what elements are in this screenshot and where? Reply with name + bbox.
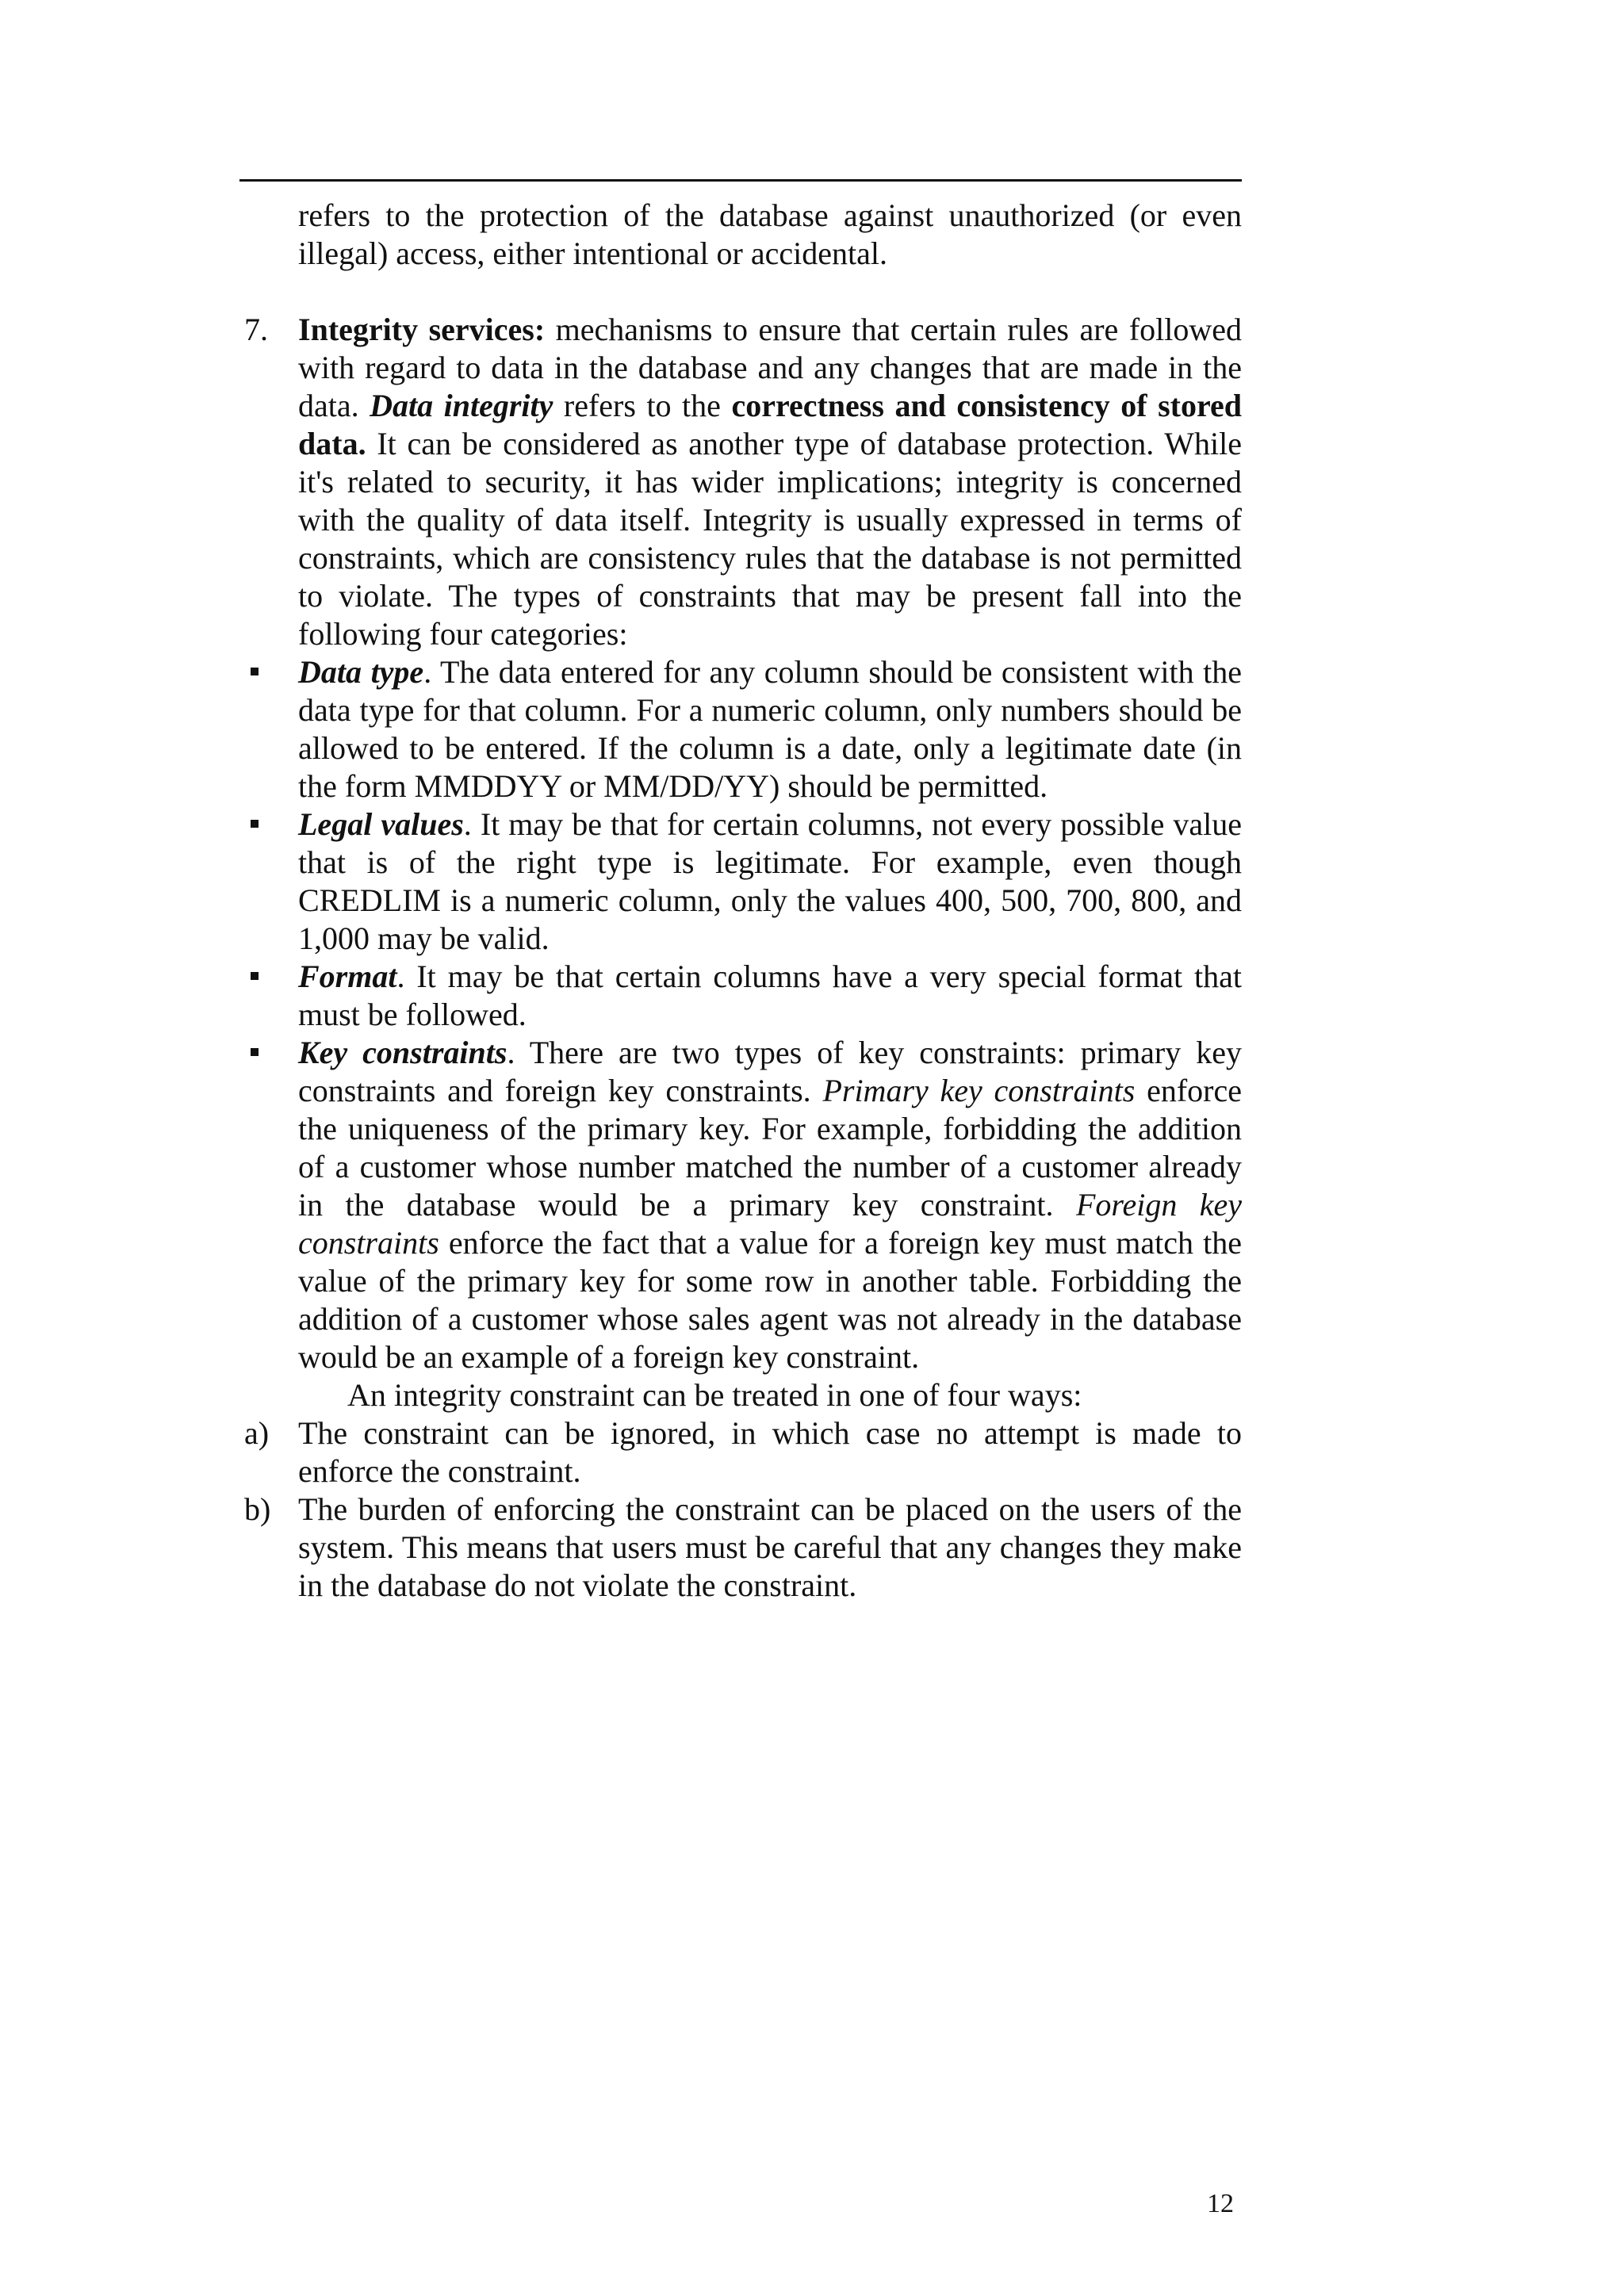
paragraph-gap (244, 273, 1242, 311)
bullet-text: . It may be that for certain columns, not every possible value that is of the right type is legitimate. For example, even though CREDLIM is a numeric column, only the values 400, 500, 700, 800, and 1,000 may be valid. (298, 806, 1242, 956)
data-integrity-term: Data integrity (370, 388, 553, 423)
way-item-b (244, 1490, 1242, 1605)
bullet-text: enforce the uniqueness of the primary key. For example, forbidding the addition of a customer whose number matched the number of a customer already in the database would be a primary key constraint. (298, 1073, 1243, 1223)
item-7-text-3: It can be considered as another type of database protection. While it's related to security, it has wider implications; integrity is concerned with the quality of data itself. Integrity is usually expressed in terms of constraints, which are consistency rules that the database is not permitted to violate. The types of constraints that may be present fall into the following four categories: (298, 426, 1242, 652)
bullet-term: Key constraints (298, 1035, 508, 1070)
way-text: The burden of enforcing the constraint can be placed on the users of the system. This means that users must be careful that any changes they make in the database do not violate the constraint. (298, 1491, 1242, 1603)
bullet-text: . The data entered for any column should be consistent with the data type for that column. For a numeric column, only numbers should be allowed to be entered. If the column is a date, only a legitimate date (in the form MMDDYY or MM/DD/YY) should be permitted. (298, 654, 1242, 804)
foreign-key-term: Foreign key constraints (298, 1187, 1242, 1261)
square-bullet-icon (251, 1048, 259, 1056)
square-bullet-icon (251, 820, 259, 828)
item-7-title: Integrity services: (298, 312, 546, 347)
bullet-term: Legal values (298, 806, 464, 842)
bullet-term: Data type (298, 654, 424, 690)
bullet-text: . It may be that certain columns have a very special format that must be followed. (298, 959, 1242, 1032)
bullet-key-constraints (244, 1034, 1242, 1376)
item-7-text-1: mechanisms to ensure that certain rules are followed with regard to data in the database and any changes that are made in the data. (298, 312, 1243, 423)
bullet-term: Format (298, 959, 397, 994)
item-7-text-2: refers to the (553, 388, 732, 423)
primary-key-term: Primary key constraints (822, 1073, 1136, 1108)
bullet-text: . There are two types of key constraints: primary key constraints and foreign key constraints. (298, 1035, 1242, 1108)
bullet-data-type (244, 653, 1242, 806)
bullet-text: enforce the fact that a value for a foreign key must match the value of the primary key for some row in another table. Forbidding the addition of a customer whose sales agent was not already in the database would be an example of a foreign key constraint. (298, 1225, 1242, 1375)
list-number: 7. (244, 312, 268, 347)
bullet-format (244, 958, 1242, 1034)
way-label: a) (244, 1415, 270, 1451)
way-item-a (244, 1414, 1242, 1490)
ways-intro: An integrity constraint can be treated in one of four ways: (347, 1377, 1082, 1413)
page-number: 12 (1207, 2189, 1234, 2218)
bullet-legal-values (244, 806, 1242, 958)
way-label: b) (244, 1491, 271, 1527)
square-bullet-icon (251, 972, 259, 980)
item-7-emphasis: correctness and consistency of stored data. (298, 388, 1242, 461)
way-text: The constraint can be ignored, in which case no attempt is made to enforce the constraint. (298, 1415, 1242, 1489)
list-item-7 (244, 311, 1242, 653)
page-body (244, 197, 1242, 1605)
header-rule (239, 179, 1242, 182)
square-bullet-icon (251, 668, 259, 675)
intro-paragraph (244, 197, 1242, 273)
intro-text: refers to the protection of the database against unauthorized (or even illegal) access, either intentional or accidental. (298, 197, 1242, 271)
